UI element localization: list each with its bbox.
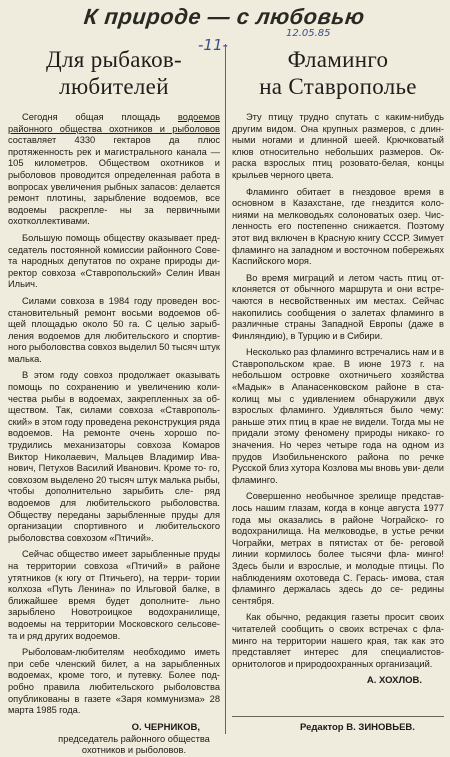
paragraph-5: Совершенно необычное зрелище представ- лось нашим глазам, когда в конце августа 1977 года мы оказались в районе Чограйско- го водохранилища. На мелководье, в устье речки Чограйки, метрах в пятистах от бе- реговой линии кормилось более тысячи фла- минго! Здесь были и взрослые, и молодые птицы. По наблюдениям охотоведа С. Герась- имова, стая фламинго держалась здесь до се- редины сентября. (232, 491, 444, 606)
headline-line-2: на Ставрополье (259, 74, 417, 99)
author-signature (8, 722, 220, 757)
headline-line-1: Для рыбаков- (46, 47, 182, 72)
underlined-text: водоемов районного общества охотников и рыболовов (8, 112, 220, 134)
paragraph-4: Несколько раз фламинго встречались нам и в Ставропольском крае. В июне 1973 г. на небольшом островке охотничьего хозяйства «Мадык» в Апанасенковском районе в ста- колищ мы с удивлением обнаружили двух взрослых фламинго. Удивляться было чему: раньше этих птиц в крае не видели. Тогда мы не придали этому феномену природы никако- го значения. Но через четыре года на одном из прудов Изобильненского района по речке Русской близ хутора Козлова мы вновь уви- дели фламинго. (232, 347, 444, 485)
paragraph-1: Эту птицу трудно спутать с каким-нибудь другим видом. Она крупных размеров, с длин- ными ногами и длинной шеей. Крючковатый клюв относительно небольших размеров. Ок- раска взрослых птиц розовато-белая, концы крыльев черного цвета. (232, 112, 444, 180)
paragraph-1 (8, 112, 220, 228)
paragraph-3: Во время миграций и летом часть птиц от- клоняется от обычного маршрута и они встре- чаются в несвойственных им местах. Сейчас накопились сообщения о залетах фламинго в различные страны Западной Европы (даже в Финляндию), в Турцию и в Сибири. (232, 272, 444, 341)
paragraph-5: Сейчас общество имеет зарыбленные пруды на территории совхоза «Птичий» в районе утятников (к югу от Птичьего), на терри- тории колхоза «Путь Ленина» по Ильговой балке, в ближайшее время будет дополните- льно зарыблено Новотроицкое водохранилище, водоемы на территории Московского сельсове- та и ряд других водоемов. (8, 549, 220, 641)
author-name: А. ХОХЛОВ. (366, 675, 422, 687)
paragraph-text: составляет 4330 гектаров да плюс протяженность рек и магистрального канала — 105 километров. Обществом охотников и рыболовов проводится определенная работа в вопросах увеличения рыбных запасов: делается ремонт плотины, зарыбление водоемов, все водоемы раскрепле- ны за первичными охотколлективами. (8, 135, 220, 227)
article-headline (232, 46, 444, 100)
handwritten-date: 12.05.85 (286, 28, 331, 39)
paragraph-2: Большую помощь обществу оказывает пред- седатель постоянной комиссии районного Сове- та народных депутатов по охране природы ди- ректор совхоза «Ставропольский» Селин Иван Ильич. (8, 232, 220, 290)
article-fishermen (8, 40, 220, 757)
headline-line-2: любителей (59, 74, 169, 99)
article-headline (8, 46, 220, 100)
banner-title: К природе — с любовью (82, 4, 366, 29)
author-title: председатель районного общества охотников и рыболовов. (58, 733, 210, 756)
author-name: О. ЧЕРНИКОВ, (131, 721, 200, 733)
paragraph-6: Рыболовам-любителям необходимо иметь при себе членский билет, а на зарыбленных водоемах, кроме того, и путевку. Более под- робно правила любительского рыболовства опубликованы в газете «Заря коммунизма» 28 марта 1985 года. (8, 647, 220, 716)
section-banner (0, 2, 450, 38)
handwritten-mark: -11- (198, 36, 228, 54)
headline-line-1: Фламинго (287, 47, 389, 72)
paragraph-2: Фламинго обитает в гнездовое время в основном в Казахстане, где гнездится коло- ниями на мелководьях солоноватых озер. Чис- ленность его постепенно снижается. Поэтому этот вид включен в Красную книгу СССР. Зимует фламинго на западном и восточном побережьях Каспийского моря. (232, 186, 444, 267)
paragraph-text: Сегодня общая площадь (22, 112, 178, 122)
article-flamingo (232, 40, 444, 686)
paragraph-4: В этом году совхоз продолжает оказывать помощь по сохранению и увеличению коли- чества рыбы в водоемах, закрепленных за об- ществом. Так, силами совхоза «Ставрополь- ский» в этом году проведена реконструкция ряда водоемов. На ремонте очень хорошо по- трудились механизаторы совхоза Комаров Виктор Николаевич, Мальцев Владимир Ива- нович, Петухов Василий Иванович. Кроме то- го, совхозом выделено 20 тысяч штук малька рыбы, чтобы дополнительно зарыбить сле- ряд водоемов для любительского рыболовства. Обществу переданы зарыбленные пруды для организации спортивного и любительского рыболовства совхозом «Птичий». (8, 370, 220, 543)
editor-credit: Редактор В. ЗИНОВЬЕВ. (300, 722, 415, 733)
paragraph-6: Как обычно, редакция газеты просит своих читателей сообщить о своих встречах с фла- минго на территории нашего края, так как это представляет интерес для специалистов- орнитологов и природоохранных организаций. (232, 612, 444, 669)
column-divider (225, 44, 226, 734)
paragraph-3: Силами совхоза в 1984 году проведен вос- становительный ремонт восьми водоемов об- щей площадью около 50 га. С целью зарыб- ления водоемов для любительского и спортив- ного рыболовства совхоз выделил 50 тысяч штук малька. (8, 295, 220, 364)
footer-rule (232, 716, 444, 717)
